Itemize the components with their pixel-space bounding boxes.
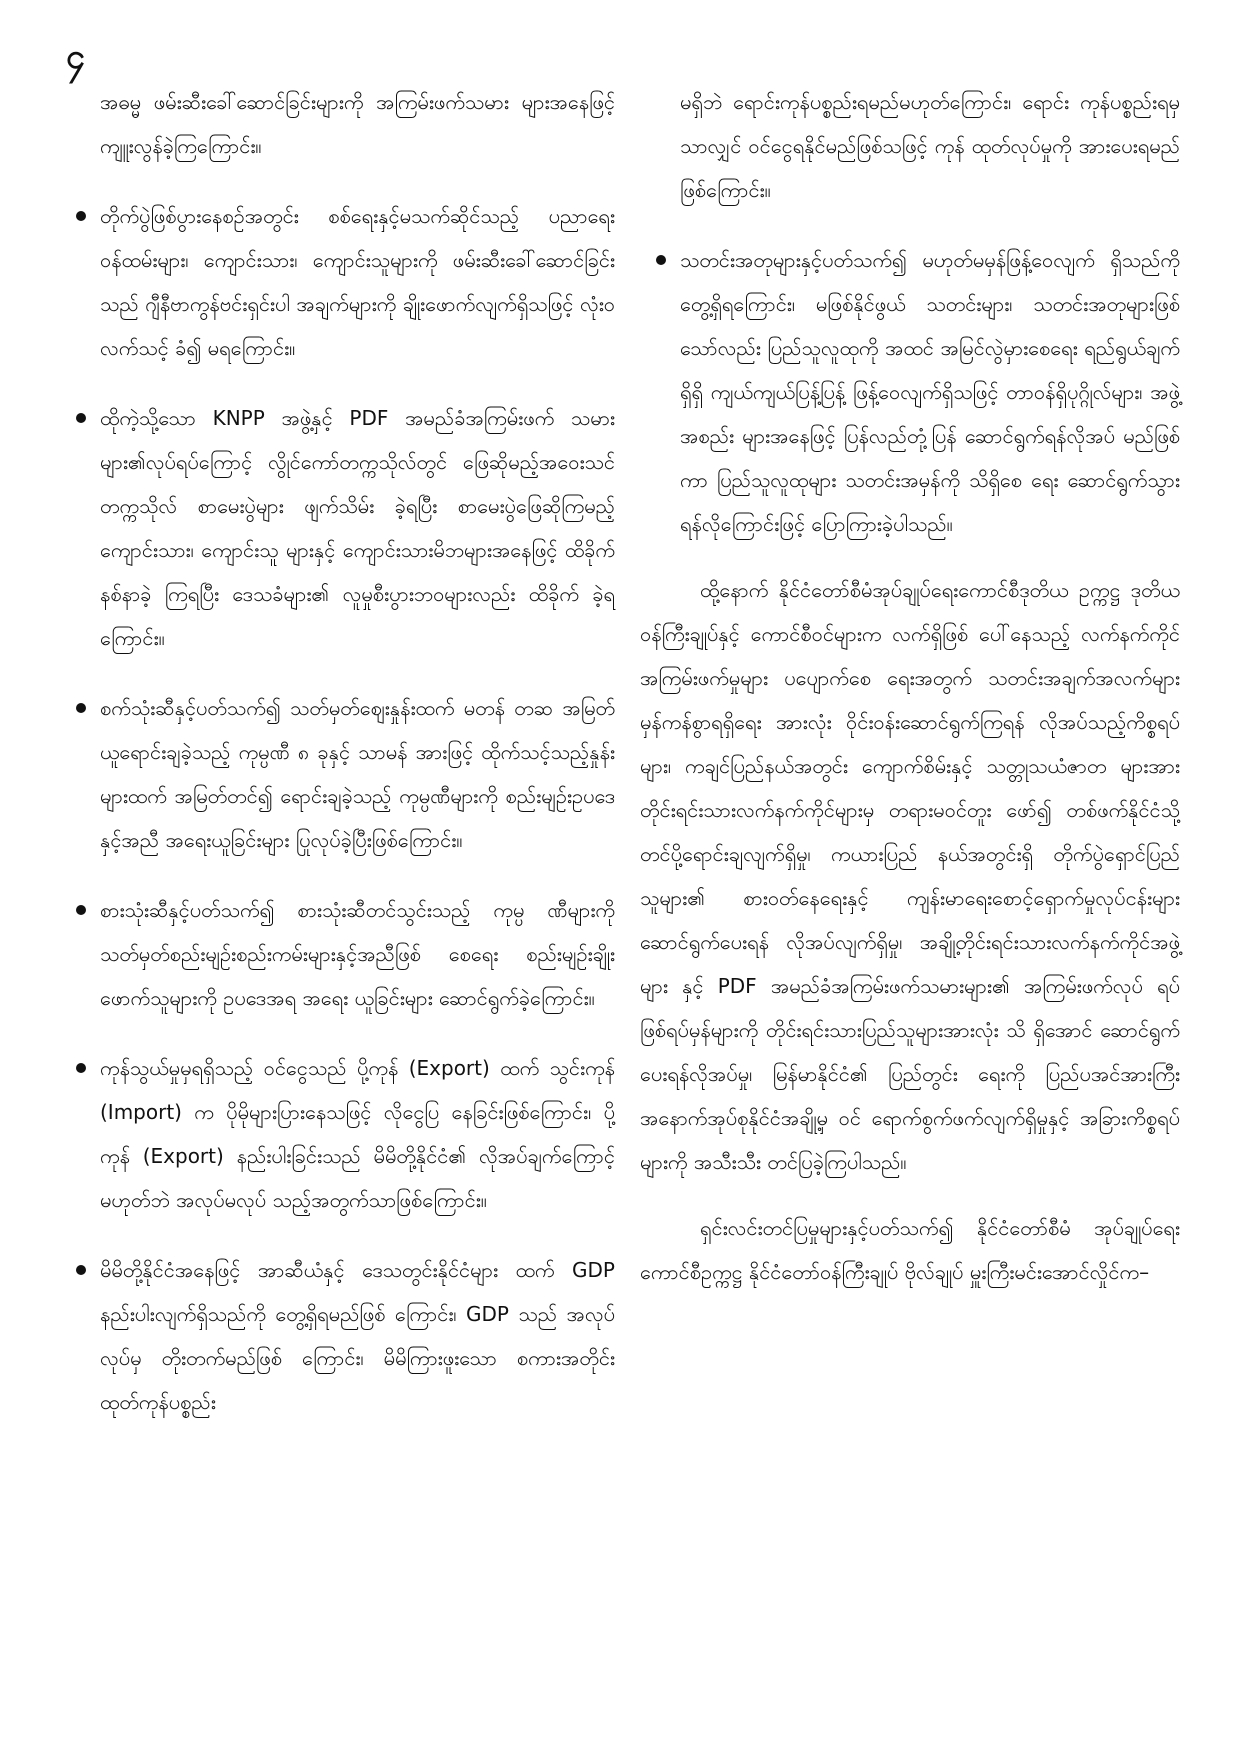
left-bullet-text: မိမိတို့နိုင်ငံအနေဖြင့် အာဆီယံနှင့် ဒေသတွင်းနိုင်ငံများ ထက် GDP နည်းပါးလျက်ရှိသည်ကို တွေ့ရှိရမည်ဖြစ် ကြောင်း၊ GDP သည် အလုပ်လုပ်မှ တိုးတက်မည်ဖြစ် ကြောင်း၊ မိမိကြားဖူးသော စကားအတိုင်း ထုတ်ကုန်ပစ္စည်း: [100, 1258, 615, 1414]
right-column: [640, 80, 1180, 1294]
right-bullet-text: သတင်းအတုများနှင့်ပတ်သက်၍ မဟုတ်မမှန်ဖြန့်ဝေလျက် ရှိသည်ကို တွေ့ရှိရကြောင်း၊ မဖြစ်နိုင်ဖွယ် သတင်းများ၊ သတင်းအတုများဖြစ်သော်လည်း ပြည်သူလူထုကို အထင် အမြင်လွဲမှားစေရေး ရည်ရွယ်ချက်ရှိရှိ ကျယ်ကျယ်ပြန့်ပြန့် ဖြန့်ဝေလျက်ရှိသဖြင့် တာဝန်ရှိပုဂ္ဂိုလ်များ၊ အဖွဲ့အစည်း များအနေဖြင့် ပြန်လည်တုံ့ပြန် ဆောင်ရွက်ရန်လိုအပ် မည်ဖြစ်ကာ ပြည်သူလူထုများ သတင်းအမှန်ကို သိရှိစေ ရေး ဆောင်ရွက်သွားရန်လိုကြောင်းဖြင့် ပြောကြားခဲ့ပါသည်။: [680, 248, 1180, 536]
left-bullet-item: [60, 194, 615, 370]
bullet-icon: [76, 905, 86, 915]
left-intro-paragraph: အဓမ္မ ဖမ်းဆီးခေါ်ဆောင်ခြင်းများကို အကြမ်းဖက်သမား များအနေဖြင့် ကျူးလွန်ခဲ့ကြကြောင်း။: [100, 90, 615, 158]
left-bullet-item: [60, 1046, 615, 1222]
left-bullet-text: ကုန်သွယ်မှုမှရရှိသည့် ဝင်ငွေသည် ပို့ကုန် (Export) ထက် သွင်းကုန် (Import) က ပိုမိုများပြားနေသဖြင့် လိုငွေပြ နေခြင်းဖြစ်ကြောင်း၊ ပို့ကုန် (Export) နည်းပါးခြင်းသည် မိမိတို့နိုင်ငံ၏ လိုအပ်ချက်ကြောင့်မဟုတ်ဘဲ အလုပ်မလုပ် သည့်အတွက်သာဖြစ်ကြောင်း။: [100, 1056, 615, 1212]
left-bullet-text: ထိုကဲ့သို့သော KNPP အဖွဲ့နှင့် PDF အမည်ခံအကြမ်းဖက် သမားများ၏လုပ်ရပ်ကြောင့် လွိုင်ကော်တက္ကသိုလ်တွင် ဖြေဆိုမည့်အဝေးသင်တက္ကသိုလ် စာမေးပွဲများ ဖျက်သိမ်း ခဲ့ရပြီး စာမေးပွဲဖြေဆိုကြမည့် ကျောင်းသား၊ ကျောင်းသူ များနှင့် ကျောင်းသားမိဘများအနေဖြင့် ထိခိုက်နစ်နာခဲ့ ကြရပြီး ဒေသခံများ၏ လူမှုစီးပွားဘဝများလည်း ထိခိုက် ခဲ့ရကြောင်း။: [100, 406, 615, 650]
bullet-icon: [76, 1265, 86, 1275]
left-column: [60, 80, 615, 1424]
bullet-icon: [76, 413, 86, 423]
left-bullet-text: တိုက်ပွဲဖြစ်ပွားနေစဉ်အတွင်း စစ်ရေးနှင့်မသက်ဆိုင်သည့် ပညာရေးဝန်ထမ်းများ၊ ကျောင်းသား၊ ကျောင်းသူများကို ဖမ်းဆီးခေါ်ဆောင်ခြင်းသည် ဂျီနီဗာကွန်ဗင်းရှင်းပါ အချက်များကို ချိုးဖောက်လျက်ရှိသဖြင့် လုံးဝလက်သင့် ခံ၍ မရကြောင်း။: [100, 204, 615, 360]
bullet-icon: [656, 255, 666, 265]
bullet-icon: [76, 1063, 86, 1073]
left-bullet-item: [60, 396, 615, 660]
left-bullet-text: စက်သုံးဆီနှင့်ပတ်သက်၍ သတ်မှတ်ဈေးနှုန်းထက် မတန် တဆ အမြတ်ယူရောင်းချခဲ့သည့် ကုမ္ပဏီ ၈ ခုနှင့် သာမန် အားဖြင့် ထိုက်သင့်သည့်နှုန်းများထက် အမြတ်တင်၍ ရောင်းချခဲ့သည့် ကုမ္ပဏီများကို စည်းမျဉ်းဥပဒေနှင့်အညီ အရေးယူခြင်းများ ပြုလုပ်ခဲ့ပြီးဖြစ်ကြောင်း။: [100, 696, 615, 852]
left-bullet-text: စားသုံးဆီနှင့်ပတ်သက်၍ စားသုံးဆီတင်သွင်းသည့် ကုမ္ပ ဏီများကို သတ်မှတ်စည်းမျဉ်းစည်းကမ်းများနှင့်အညီဖြစ် စေရေး စည်းမျဉ်းချိုးဖောက်သူများကို ဥပဒေအရ အရေး ယူခြင်းများ ဆောင်ရွက်ခဲ့ကြောင်း။: [100, 898, 615, 1010]
right-continuation-paragraph: မရှိဘဲ ရောင်းကုန်ပစ္စည်းရမည်မဟုတ်ကြောင်း၊ ရောင်း ကုန်ပစ္စည်းရမှသာလျှင် ဝင်ငွေရနိုင်မည်ဖြစ်သဖြင့် ကုန် ထုတ်လုပ်မှုကို အားပေးရမည်ဖြစ်ကြောင်း။: [680, 90, 1180, 202]
left-bullet-item: [60, 1248, 615, 1424]
left-bullet-item: [60, 686, 615, 862]
body-paragraph: ရှင်းလင်းတင်ပြမှုများနှင့်ပတ်သက်၍ နိုင်ငံတော်စီမံ အုပ်ချုပ်ရေးကောင်စီဥက္ကဋ္ဌ နိုင်ငံတော်ဝန်ကြီးချုပ် ဗိုလ်ချုပ် မှူးကြီးမင်းအောင်လှိုင်က–: [640, 1216, 1180, 1284]
body-paragraph: ထို့နောက် နိုင်ငံတော်စီမံအုပ်ချုပ်ရေးကောင်စီဒုတိယ ဥက္ကဋ္ဌ ဒုတိယဝန်ကြီးချုပ်နှင့် ကောင်စီဝင်များက လက်ရှိဖြစ် ပေါ်နေသည့် လက်နက်ကိုင်အကြမ်းဖက်မှုများ ပပျောက်စေ ရေးအတွက် သတင်းအချက်အလက်များ မှန်ကန်စွာရရှိရေး အားလုံး ဝိုင်းဝန်းဆောင်ရွက်ကြရန် လိုအပ်သည့်ကိစ္စရပ်များ၊ ကချင်ပြည်နယ်အတွင်း ကျောက်စိမ်းနှင့် သတ္တုသယံဇာတ များအား တိုင်းရင်းသားလက်နက်ကိုင်များမှ တရားမဝင်တူး ဖော်၍ တစ်ဖက်နိုင်ငံသို့ တင်ပို့ရောင်းချလျက်ရှိမှု၊ ကယားပြည် နယ်အတွင်းရှိ တိုက်ပွဲရှောင်ပြည်သူများ၏ စားဝတ်နေရေးနှင့် ကျန်းမာရေးစောင့်ရှောက်မှုလုပ်ငန်းများ ဆောင်ရွက်ပေးရန် လိုအပ်လျက်ရှိမှု၊ အချို့တိုင်းရင်းသားလက်နက်ကိုင်အဖွဲ့များ နှင့် PDF အမည်ခံအကြမ်းဖက်သမားများ၏ အကြမ်းဖက်လုပ် ရပ်ဖြစ်ရပ်မှန်များကို တိုင်းရင်းသားပြည်သူများအားလုံး သိ ရှိအောင် ဆောင်ရွက်ပေးရန်လိုအပ်မှု၊ မြန်မာနိုင်ငံ၏ ပြည်တွင်း ရေးကို ပြည်ပအင်အားကြီးအနောက်အုပ်စုနိုင်ငံအချို့မှ ဝင် ရောက်စွက်ဖက်လျက်ရှိမှုနှင့် အခြားကိစ္စရပ်များကို အသီးသီး တင်ပြခဲ့ကြပါသည်။: [640, 578, 1180, 1174]
left-bullet-item: [60, 888, 615, 1020]
bullet-icon: [76, 703, 86, 713]
bullet-icon: [76, 211, 86, 221]
page-number: ၄: [66, 37, 86, 77]
right-bullet-item: [640, 238, 1180, 546]
